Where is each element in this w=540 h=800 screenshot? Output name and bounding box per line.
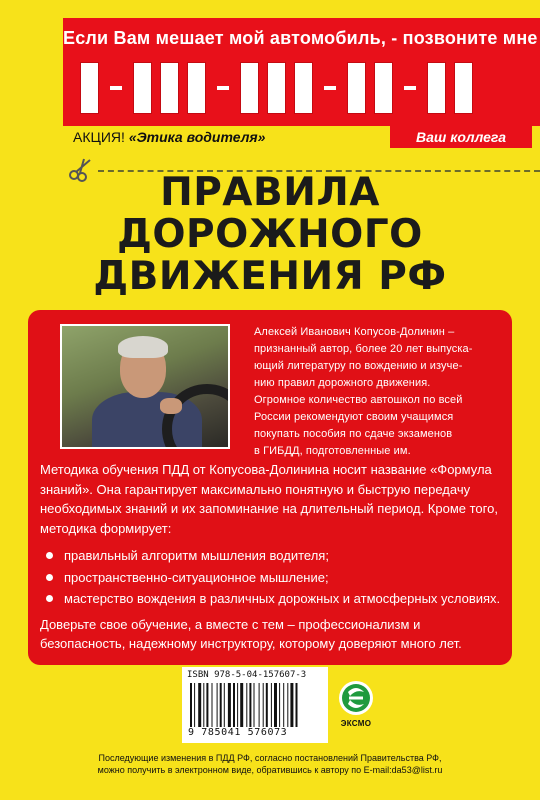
phone-digit-box xyxy=(160,62,179,114)
barcode-bar xyxy=(263,683,264,727)
closing-paragraph: Доверьте свое обучение, а вместе с тем – профессионализм и безопасность, надежному инструктору, которому доверяют много лет. xyxy=(40,616,462,651)
phone-digit-box xyxy=(454,62,473,114)
method-description xyxy=(40,460,502,658)
publisher-name: ЭКСМО xyxy=(340,719,372,728)
bio-line: Огромное количество автошкол по всей xyxy=(254,394,463,406)
list-item xyxy=(40,546,502,566)
barcode-digits: 9 785041 576073 xyxy=(188,727,288,738)
contact-card xyxy=(63,18,540,148)
barcode-bar xyxy=(220,683,222,727)
phone-dash xyxy=(404,86,416,90)
barcode-bar xyxy=(296,683,298,727)
barcode-bar xyxy=(237,683,238,727)
list-item-text: правильный алгоритм мышления водителя; xyxy=(64,548,329,563)
phone-digit-box xyxy=(80,62,99,114)
footer-line-2: можно получить в электронном виде, обратившись к автору по E-mail:da53@list.ru xyxy=(97,765,443,775)
author-photo xyxy=(60,324,230,449)
bullet-icon xyxy=(46,574,53,581)
phone-digit-box xyxy=(187,62,206,114)
title-line-3: ДВИЖЕНИЯ РФ xyxy=(93,254,447,299)
eksmo-logo-icon xyxy=(338,680,374,716)
barcode-bar xyxy=(290,683,293,727)
method-paragraph: Методика обучения ПДД от Копусова-Долинина носит название «Формула знаний». Она гарантирует максимально понятную и быструю передачу необходимых знаний и их запоминание на длительный период. Кроме того, методика формирует: xyxy=(40,462,498,536)
phone-digit-box xyxy=(374,62,393,114)
list-item xyxy=(40,568,502,588)
phone-dash xyxy=(217,86,229,90)
title-line-1: ПРАВИЛА xyxy=(160,170,380,215)
barcode-bar xyxy=(224,683,225,727)
bio-line: в ГИБДД, подготовленные им. xyxy=(254,445,411,457)
promo-text xyxy=(73,129,265,145)
bullet-icon xyxy=(46,552,53,559)
phone-dash xyxy=(324,86,336,90)
bio-line: нию правил дорожного движения. xyxy=(254,377,431,389)
barcode-bar xyxy=(203,683,204,727)
barcode-bar xyxy=(266,683,268,727)
bio-line: России рекомендуют своим учащимся xyxy=(254,411,454,423)
list-item-text: мастерство вождения в различных дорожных и атмосферных условиях. xyxy=(64,591,501,606)
barcode xyxy=(182,667,328,743)
promo-band xyxy=(63,126,540,148)
barcode-bar xyxy=(283,683,284,727)
isbn-text: ISBN 978-5-04-157607-3 xyxy=(187,670,307,680)
publisher-logo xyxy=(336,680,376,735)
promo-label: АКЦИЯ! xyxy=(73,129,125,145)
barcode-bar xyxy=(233,683,235,727)
bullet-icon xyxy=(46,595,53,602)
footer-note xyxy=(0,752,540,776)
phone-digit-box xyxy=(347,62,366,114)
bio-line: покупать пособия по сдаче экзаменов xyxy=(254,428,453,440)
barcode-bar xyxy=(198,683,201,727)
author-bio xyxy=(254,324,504,460)
barcode-bar xyxy=(212,683,213,727)
barcode-bar xyxy=(279,683,280,727)
barcode-bar xyxy=(190,683,192,727)
phone-digit-box xyxy=(427,62,446,114)
barcode-bar xyxy=(254,683,255,727)
phone-digit-box xyxy=(240,62,259,114)
list-item xyxy=(40,589,502,609)
barcode-bar xyxy=(274,683,277,727)
bio-line: признанный автор, более 20 лет выпуска- xyxy=(254,343,473,355)
barcode-bar xyxy=(249,683,251,727)
book-title xyxy=(0,172,540,298)
skills-list xyxy=(40,546,502,609)
barcode-bar xyxy=(194,683,195,727)
barcode-bar xyxy=(271,683,272,727)
barcode-bars xyxy=(190,683,320,727)
card-title: Если Вам мешает мой автомобиль, - позвоните мне xyxy=(63,28,538,48)
barcode-bar xyxy=(259,683,260,727)
barcode-bar xyxy=(228,683,231,727)
phone-digit-box xyxy=(133,62,152,114)
barcode-bar xyxy=(246,683,247,727)
description-panel xyxy=(28,310,512,665)
bio-line: Алексей Иванович Копусов-Долинин – xyxy=(254,326,455,338)
footer-line-1: Последующие изменения в ПДД РФ, согласно постановлений Правительства РФ, xyxy=(98,753,442,763)
signature-badge: Ваш коллега xyxy=(390,126,532,148)
barcode-bar xyxy=(206,683,208,727)
title-line-2: ДОРОЖНОГО xyxy=(117,212,423,257)
promo-campaign: «Этика водителя» xyxy=(128,129,266,145)
phone-number-boxes xyxy=(80,62,481,114)
list-item-text: пространственно-ситуационное мышление; xyxy=(64,569,329,585)
barcode-bar xyxy=(287,683,288,727)
barcode-bar xyxy=(240,683,243,727)
barcode-bar xyxy=(217,683,218,727)
bio-line: ющий литературу по вождению и изуче- xyxy=(254,360,463,372)
phone-digit-box xyxy=(294,62,313,114)
phone-digit-box xyxy=(267,62,286,114)
phone-dash xyxy=(110,86,122,90)
